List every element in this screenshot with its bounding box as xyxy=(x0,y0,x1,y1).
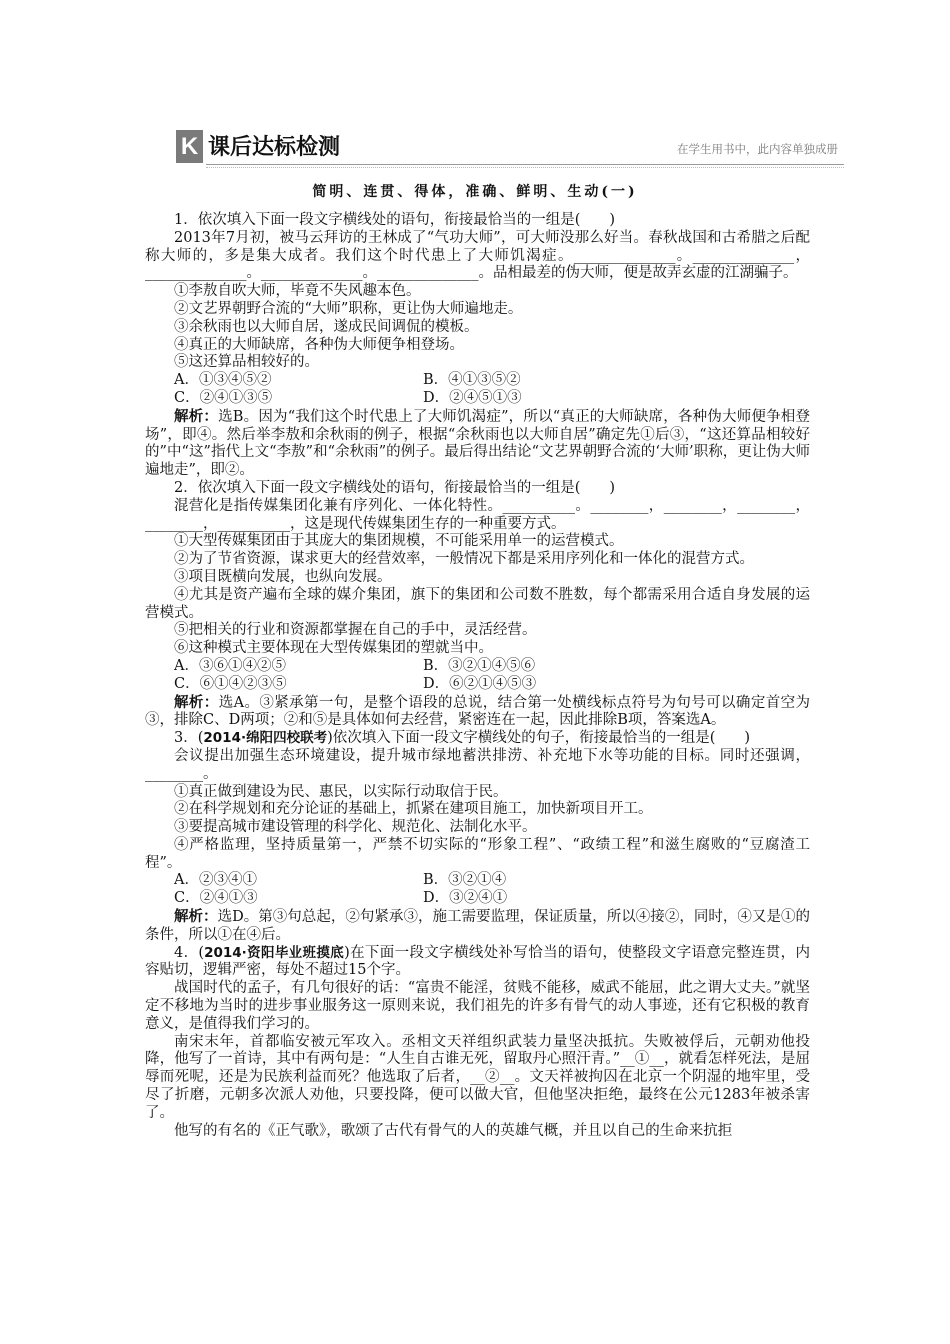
page-header xyxy=(176,130,844,170)
q1-item-2: ②文艺界朝野合流的“大师”职称，更让伪大师遍地走。 xyxy=(174,300,523,317)
q2-analysis-text: 选A。③紧承第一句，是整个语段的总说，结合第一处横线标点符号为句号可以确定首空为③，排除C、D两项；②和⑤是具体如何去经营，紧密连在一起，因此排除B项，答案选A。 xyxy=(145,694,811,729)
q3-options-row-2 xyxy=(145,890,810,908)
q2-options-row-2 xyxy=(145,676,810,694)
q3-source: 2014·绵阳四校联考 xyxy=(203,730,328,747)
q3-analysis-text: 选D。第③句总起，②句紧承③，施工需要监理，保证质量，所以④接②，同时，④又是①的条件，所以①在④后。 xyxy=(145,909,810,943)
q1-option-d: D．②④⑤①③ xyxy=(423,389,522,406)
q2-item-4: ④尤其是资产遍布全球的媒介集团，旗下的集团和公司数不胜数，每个都需采用合适自身发展的运营模式。 xyxy=(145,586,810,621)
q1-option-c: C．②④①③⑤ xyxy=(174,389,273,406)
q3-analysis xyxy=(145,908,810,945)
q1-stem: 1．依次填入下面一段文字横线处的语句，衔接最恰当的一组是( ) xyxy=(174,212,616,228)
q2-item-3: ③项目既横向发展，也纵向发展。 xyxy=(174,568,392,585)
q1-option-b: B．④①③⑤② xyxy=(423,372,521,389)
q4-stem-prefix: 4．( xyxy=(174,944,205,961)
q3-option-d: D．③②④① xyxy=(423,890,508,907)
q2-item-5: ⑤把相关的行业和资源都掌握在自己的手中，灵活经营。 xyxy=(174,622,537,639)
q1-item-3: ③余秋雨也以大师自居，遂成民间调侃的模板。 xyxy=(174,318,479,335)
q1-item-1: ①李敖自吹大师，毕竟不失风趣本色。 xyxy=(174,283,421,300)
q3-item-2: ②在科学规划和充分论证的基础上，抓紧在建项目施工，加快新项目开工。 xyxy=(174,801,653,818)
header-rule xyxy=(206,164,844,165)
q4-paragraph-2: 南宋末年，首都临安被元军攻入。丞相文天祥组织武装力量坚决抵抗。失败被俘后，元朝劝他投降，他写了一首诗，其中有两句是：“人生自古谁无死，留取丹心照汗青。”__①__，就看怎样死法，是屈辱而死呢，还是为民族利益而死？他选取了后者，__②__。文天祥被拘囚在北京一个阴湿的地牢里，受尽了折磨，元朝多次派人劝他，只要投降，便可以做大官，但他坚决拒绝，最终在公元1283年被杀害了。 xyxy=(145,1033,810,1121)
q2-option-a: A．③⑥①④②⑤ xyxy=(174,657,286,674)
q2-analysis xyxy=(145,694,810,731)
q2-option-d: D．⑥②①④⑤③ xyxy=(423,675,537,692)
q3-analysis-label: 解析： xyxy=(174,908,218,926)
q4-paragraph-3: 他写的有名的《正气歌》，歌颂了古代有骨气的人的英雄气概，并且以自己的生命来抗拒 xyxy=(174,1122,733,1139)
q3-passage: 会议提出加强生态环境建设，提升城市绿地蓄洪排涝、补充地下水等功能的目标。同时还强调，________。 xyxy=(145,747,810,782)
q3-item-3: ③要提高城市建设管理的科学化、规范化、法制化水平。 xyxy=(174,819,537,836)
q4-stem xyxy=(145,945,810,981)
section-title: 简明、连贯、得体，准确、鲜明、生动(一) xyxy=(312,184,638,200)
q2-passage: 混营化是指传媒集团化兼有序列化、一体化特性。__________。________，________，________，________，__________，这是现代传媒集团生存的一种重要方式。 xyxy=(145,497,810,532)
q2-analysis-label: 解析： xyxy=(174,693,219,711)
document-body xyxy=(145,212,810,1140)
q3-options-row-1 xyxy=(145,872,810,890)
header-title: 课后达标检测 xyxy=(208,134,341,159)
k-logo-icon: K xyxy=(176,130,203,163)
q2-item-6: ⑥这种模式主要体现在大型传媒集团的塑就当中。 xyxy=(174,640,493,657)
q1-option-a: A．①③④⑤② xyxy=(174,372,272,389)
q1-item-5: ⑤这还算品相较好的。 xyxy=(174,354,319,371)
q3-stem xyxy=(145,730,810,748)
q4-source: 2014·资阳毕业班摸底 xyxy=(204,944,345,961)
header-rule-dotted xyxy=(206,167,844,168)
q2-stem: 2．依次填入下面一段文字横线处的语句，衔接最恰当的一组是( ) xyxy=(174,479,616,496)
q1-options-row-1 xyxy=(145,372,810,390)
q3-item-4: ④严格监理，坚持质量第一，严禁不切实际的“形象工程”、“政绩工程”和滋生腐败的“豆腐渣工程”。 xyxy=(145,836,810,871)
q2-options-row-1 xyxy=(145,658,810,676)
q3-stem-suffix: )依次填入下面一段文字横线处的句子，衔接最恰当的一组是( ) xyxy=(327,730,751,747)
q1-analysis xyxy=(145,408,810,480)
q3-option-c: C．②④①③ xyxy=(174,890,258,907)
q1-analysis-label: 解析： xyxy=(174,407,219,425)
q2-option-b: B．③②①④⑤⑥ xyxy=(423,657,536,674)
q4-paragraph-1: 战国时代的孟子，有几句很好的话：“富贵不能淫，贫贱不能移，威武不能屈，此之谓大丈夫。”就坚定不移地为当时的进步事业服务这一原则来说，我们祖先的许多有骨气的动人事迹，还有它积极的教育意义，是值得我们学习的。 xyxy=(145,980,810,1032)
q1-analysis-text: 选B。因为“我们这个时代患上了大师饥渴症”，所以“真正的大师缺席，各种伪大师便争相登场”，即④。然后举李敖和余秋雨的例子，根据“余秋雨也以大师自居”确定先①后③，“这还算品相较好的”中“这”指代上文“李敖”和“余秋雨”的例子。最后得出结论“文艺界朝野合流的‘大师’职称，更让伪大师遍地走”，即②。 xyxy=(145,408,811,479)
q1-item-4: ④真正的大师缺席，各种伪大师便争相登场。 xyxy=(174,336,464,353)
q3-item-1: ①真正做到建设为民、惠民，以实际行动取信于民。 xyxy=(174,783,508,800)
header-note: 在学生用书中，此内容单独成册 xyxy=(677,142,838,156)
q3-stem-prefix: 3．( xyxy=(174,730,204,747)
q2-item-1: ①大型传媒集团由于其庞大的集团规模，不可能采用单一的运营模式。 xyxy=(174,533,624,550)
q4-stem-suffix: )在下面一段文字横线处补写恰当的语句，使整段文字语意完整连贯，内容贴切，逻辑严密，每处不超过15个字。 xyxy=(145,944,810,979)
q2-option-c: C．⑥①④②③⑤ xyxy=(174,675,287,692)
q3-option-a: A．②③④① xyxy=(174,872,257,889)
q1-passage: 2013年7月初，被马云拜访的王林成了“气功大师”，可大师没那么好当。春秋战国和古希腊之后配称大师的，多是集大成者。我们这个时代患上了大师饥渴症。______________。______________，______________。______________。______________。品相最差的伪大师，便是故弄玄虚的江湖骗子。 xyxy=(145,229,810,282)
q3-option-b: B．③②①④ xyxy=(423,872,507,889)
q1-options-row-2 xyxy=(145,390,810,408)
q2-item-2: ②为了节省资源，谋求更大的经营效率，一般情况下都是采用序列化和一体化的混营方式。 xyxy=(174,551,754,568)
